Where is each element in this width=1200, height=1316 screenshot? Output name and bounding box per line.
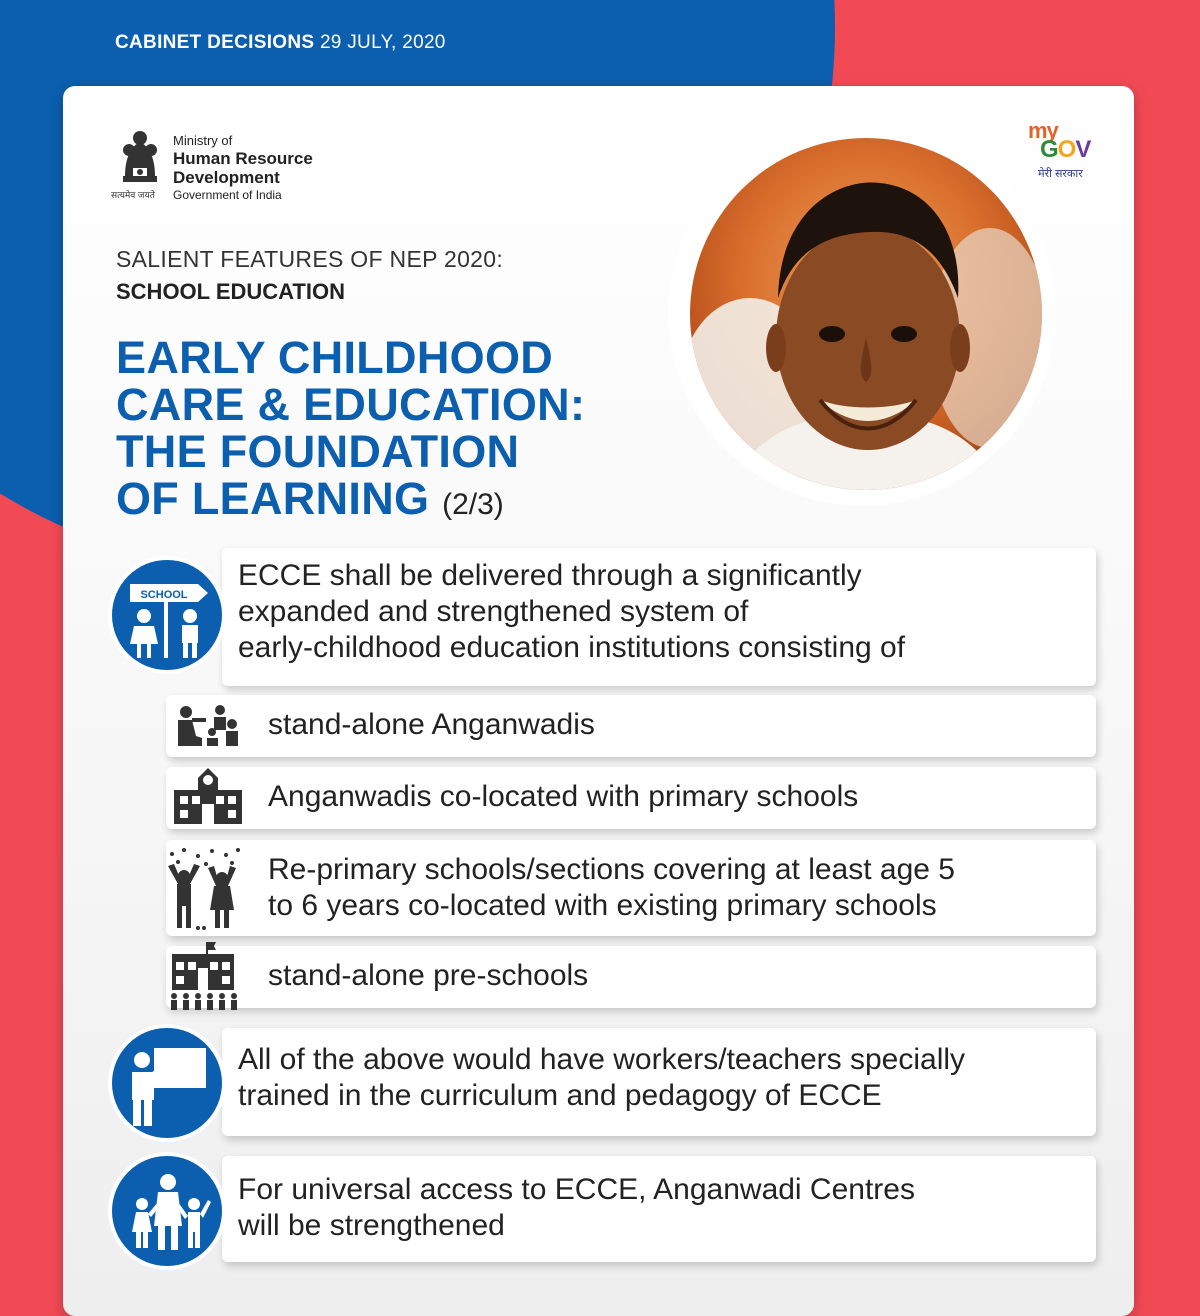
caregiver-children-icon <box>172 700 244 757</box>
point-text-line: trained in the curriculum and pedagogy of ECCE <box>238 1079 882 1112</box>
school-building-icon <box>172 766 244 831</box>
celebrating-children-icon <box>164 848 244 937</box>
part-indicator: (2/3) <box>442 488 504 521</box>
sub-point-text: stand-alone Anganwadis <box>268 708 595 741</box>
sub-point-text-line: to 6 years co-located with existing primary schools <box>268 889 937 922</box>
ministry-line3: Development <box>173 168 280 187</box>
mygov-tagline: मेरी सरकार <box>1038 168 1083 180</box>
sub-point-text-line: Re-primary schools/sections covering at least age 5 <box>268 853 955 886</box>
page-title: EARLY CHILDHOOD CARE & EDUCATION: THE FOUNDATION OF LEARNING (2/3) <box>116 332 586 524</box>
point-text-line: ECCE shall be delivered through a significantly <box>238 559 862 592</box>
subtitle-line2: SCHOOL EDUCATION <box>116 279 345 304</box>
sub-point-standalone-anganwadis <box>166 695 1096 757</box>
sub-point-pre-primary-sections <box>166 840 1096 936</box>
ministry-line4: Government of India <box>173 188 282 202</box>
mygov-my: my <box>1028 118 1058 143</box>
school-sign-icon <box>112 560 222 670</box>
page-header: CABINET DECISIONS 29 JULY, 2020 <box>115 32 446 53</box>
point-ecce-institutions <box>222 548 1096 686</box>
school-sign-text: SCHOOL <box>140 589 188 601</box>
point-trained-teachers <box>222 1028 1096 1136</box>
sub-point-text: stand-alone pre-schools <box>268 959 589 992</box>
preschool-icon <box>166 942 242 1019</box>
point-text-line: All of the above would have workers/teachers specially <box>238 1043 966 1076</box>
teacher-board-icon <box>112 1028 222 1138</box>
point-text-line: early-childhood education institutions consisting of <box>238 631 906 664</box>
point-anganwadi-strengthened <box>222 1156 1096 1262</box>
point-text-line: expanded and strengthened system of <box>238 595 749 628</box>
ministry-name <box>173 134 313 201</box>
subtitle-line1: SALIENT FEATURES OF NEP 2020: <box>116 246 504 272</box>
sub-point-standalone-preschools <box>166 946 1096 1008</box>
family-icon <box>112 1156 222 1266</box>
emblem-motto: सत्यमेव जयते <box>111 190 155 200</box>
national-emblem-icon <box>111 128 165 202</box>
ministry-line1: Ministry of <box>173 133 233 148</box>
child-photo <box>690 138 1042 490</box>
mygov-gov: GOV <box>1040 136 1091 163</box>
point-text-line: For universal access to ECCE, Anganwadi Centres <box>238 1173 915 1206</box>
ministry-line2: Human Resource <box>173 149 313 168</box>
sub-point-colocated-anganwadis <box>166 767 1096 829</box>
point-text-line: will be strengthened <box>238 1209 505 1242</box>
sub-point-text: Anganwadis co-located with primary schools <box>268 780 859 813</box>
